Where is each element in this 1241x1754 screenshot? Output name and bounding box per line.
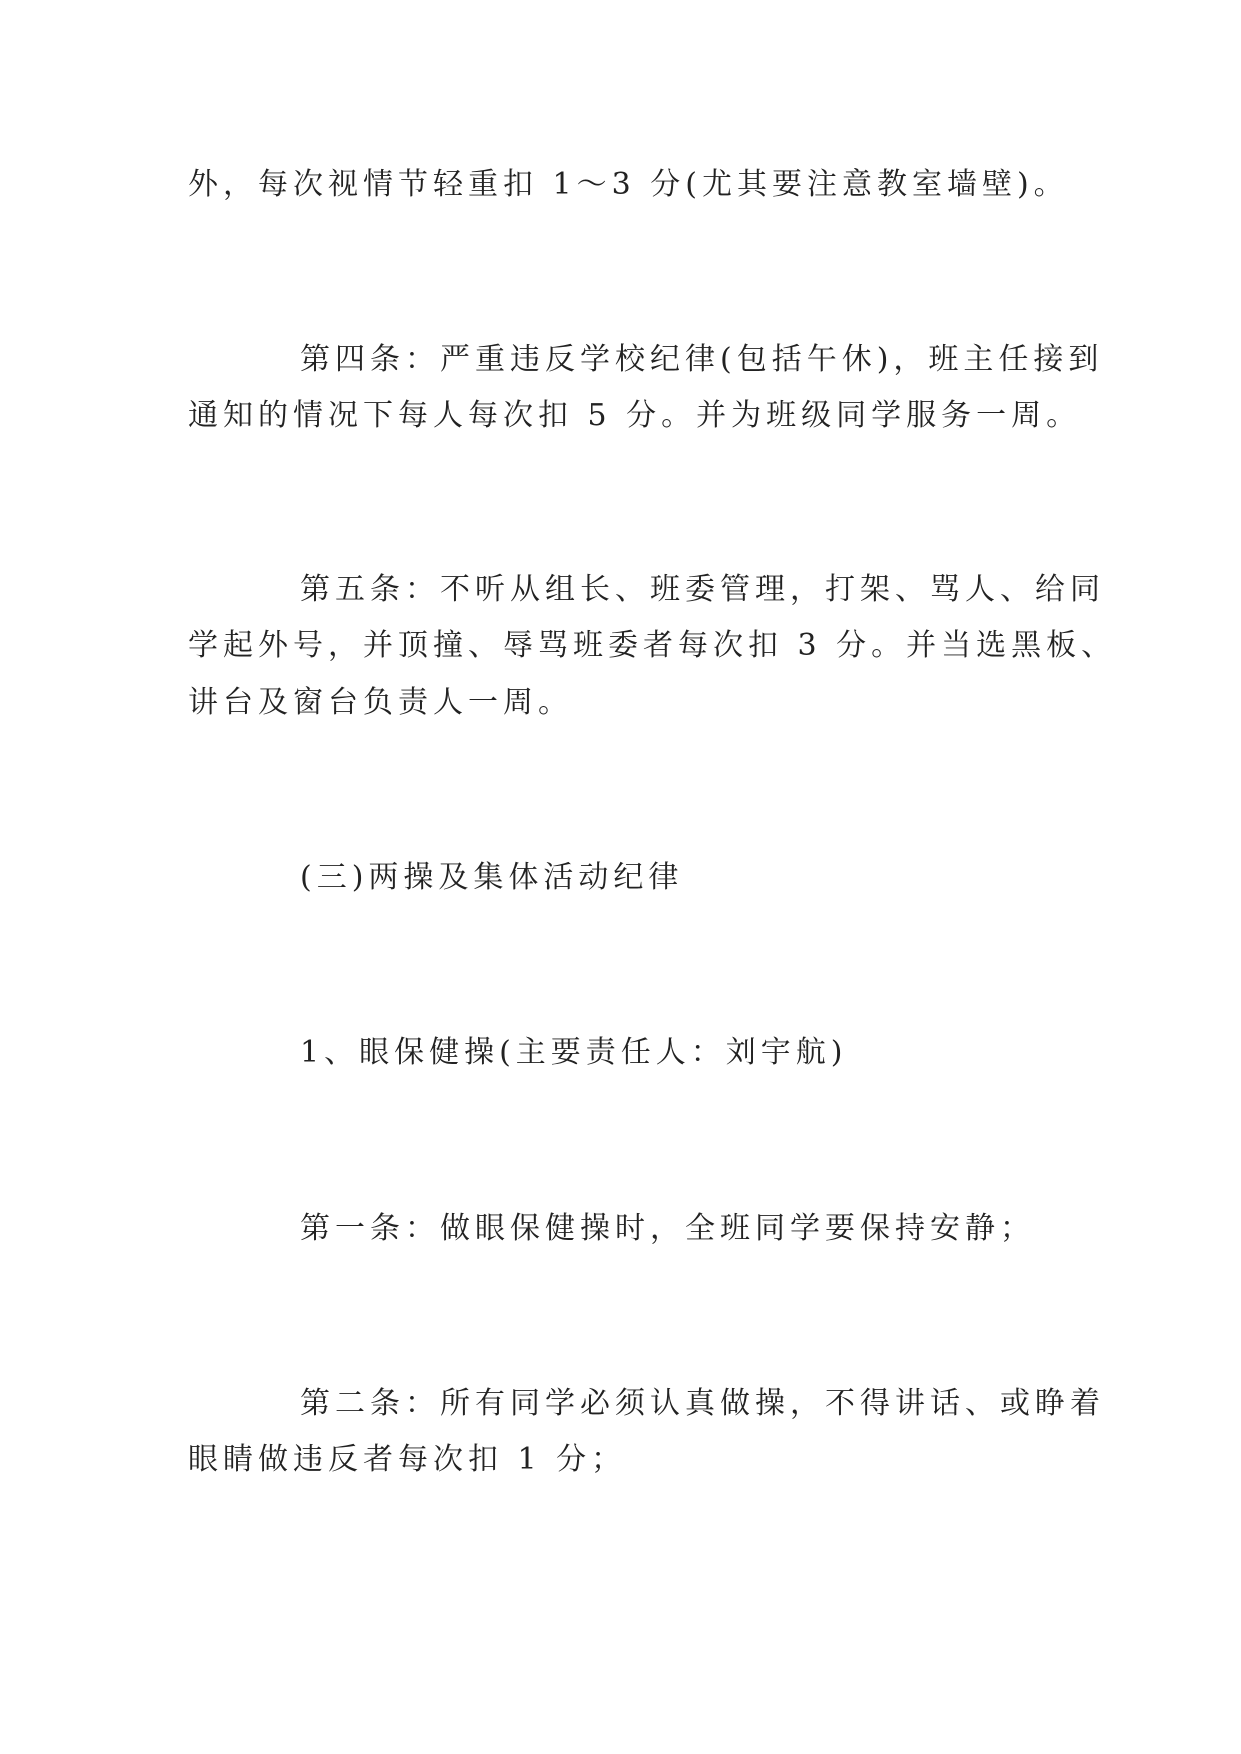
section-heading: (三)两操及集体活动纪律 bbox=[300, 860, 684, 895]
paragraph-continuation-line: 外，每次视情节轻重扣 1～3 分(尤其要注意教室墙壁)。 bbox=[188, 167, 1069, 202]
subsection-heading: 1、眼保健操(主要责任人：刘宇航) bbox=[300, 1035, 848, 1070]
article-five-line-1: 第五条：不听从组长、班委管理，打架、骂人、给同 bbox=[300, 572, 1105, 607]
article-two-line-1: 第二条：所有同学必须认真做操，不得讲话、或睁着 bbox=[300, 1386, 1105, 1421]
article-five-line-2: 学起外号，并顶撞、辱骂班委者每次扣 3 分。并当选黑板、 bbox=[188, 628, 1117, 663]
article-four-line-1: 第四条：严重违反学校纪律(包括午休)，班主任接到 bbox=[300, 342, 1104, 377]
article-one-line: 第一条：做眼保健操时，全班同学要保持安静； bbox=[300, 1211, 1035, 1246]
article-two-line-2: 眼睛做违反者每次扣 1 分； bbox=[188, 1442, 627, 1477]
article-five-line-3: 讲台及窗台负责人一周。 bbox=[188, 685, 573, 720]
article-four-line-2: 通知的情况下每人每次扣 5 分。并为班级同学服务一周。 bbox=[188, 398, 1082, 433]
